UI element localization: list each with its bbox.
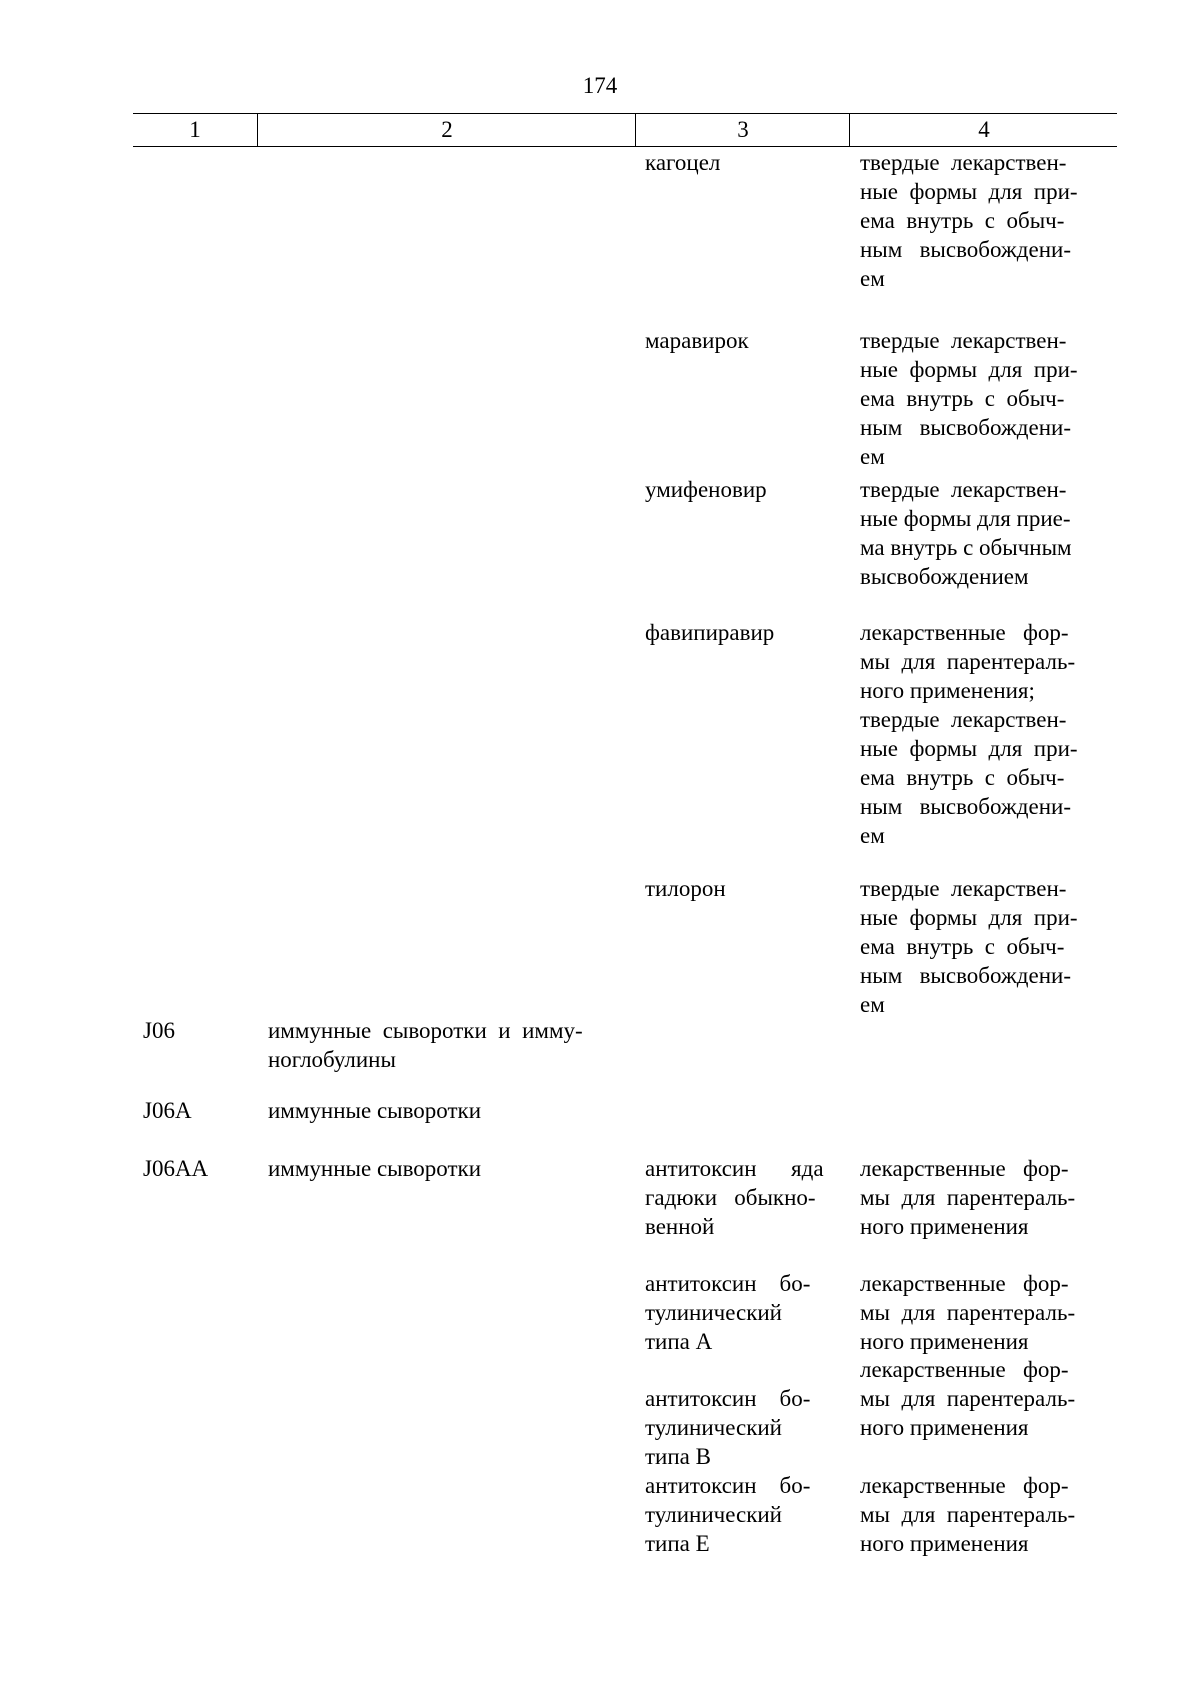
column-header-1: 1 (189, 117, 201, 142)
dosage-form-line: лекарственные фор- (860, 1473, 1069, 1498)
dosage-form-line: ным высвобождени- (860, 415, 1071, 440)
dosage-form (860, 475, 1072, 591)
dosage-form-line: мы для парентераль- (860, 649, 1076, 674)
dosage-form-line: ного применения (860, 1531, 1029, 1556)
dosage-form-line: ема внутрь с обыч- (860, 208, 1065, 233)
dosage-form-line: ным высвобождени- (860, 237, 1071, 262)
drug-name-line: типа А (645, 1329, 713, 1354)
drug-name-line: гадюки обыкно- (645, 1185, 816, 1210)
dosage-form (860, 148, 1078, 293)
drug-name: кагоцел (645, 150, 721, 175)
dosage-form (860, 1355, 1075, 1442)
drug-name (645, 1471, 810, 1558)
dosage-form-line: высвобождением (860, 564, 1029, 589)
dosage-form-line: ем (860, 823, 885, 848)
dosage-form (860, 1269, 1075, 1356)
dosage-form-line: ема внутрь с обыч- (860, 934, 1065, 959)
dosage-form-line: лекарственные фор- (860, 620, 1069, 645)
dosage-form-line: ма внутрь с обычным (860, 535, 1072, 560)
dosage-form-line: ным высвобождени- (860, 963, 1071, 988)
dosage-form-line: ные формы для при- (860, 179, 1078, 204)
drug-name (645, 1269, 810, 1356)
column-header-2: 2 (257, 114, 636, 146)
dosage-form-line: ного применения; (860, 678, 1035, 703)
dosage-form-line: ного применения (860, 1415, 1029, 1440)
drug-name-line: антитоксин яда (645, 1156, 824, 1181)
dosage-form-line: ного применения (860, 1329, 1029, 1354)
drug-name-line: антитоксин бо- (645, 1271, 811, 1296)
drug-name-line: антитоксин бо- (645, 1386, 811, 1411)
drug-name (645, 1384, 810, 1471)
drug-name: фавипиравир (645, 620, 775, 645)
dosage-form (860, 618, 1078, 850)
dosage-form-line: мы для парентераль- (860, 1185, 1076, 1210)
dosage-form-line: ные формы для при- (860, 357, 1078, 382)
dosage-form-line: мы для парентераль- (860, 1300, 1076, 1325)
atc-description: иммунные сыворотки (268, 1098, 482, 1123)
drug-name-line: тулинический (645, 1502, 782, 1527)
atc-code: J06A (143, 1098, 192, 1123)
dosage-form (860, 1471, 1075, 1558)
drug-name: маравирок (645, 328, 749, 353)
dosage-form-line: мы для парентераль- (860, 1386, 1076, 1411)
atc-description: иммунные сыворотки (268, 1156, 482, 1181)
drug-name-line: тулинический (645, 1415, 782, 1440)
dosage-form-line: ные формы для при- (860, 905, 1078, 930)
column-header-3: 3 (635, 114, 850, 146)
atc-description-line: ноглобулины (268, 1047, 396, 1072)
dosage-form-line: лекарственные фор- (860, 1156, 1069, 1181)
drug-name-line: типа В (645, 1444, 711, 1469)
dosage-form-line: ем (860, 266, 885, 291)
dosage-form-line: твердые лекарствен- (860, 328, 1067, 353)
drug-name (645, 1154, 824, 1241)
dosage-form-line: ема внутрь с обыч- (860, 386, 1065, 411)
page-number: 174 (582, 73, 618, 98)
dosage-form (860, 326, 1078, 471)
dosage-form-line: ема внутрь с обыч- (860, 765, 1065, 790)
atc-code: J06 (143, 1018, 175, 1043)
dosage-form-line: ем (860, 444, 885, 469)
dosage-form-line: ные формы для прие- (860, 506, 1071, 531)
dosage-form-line: лекарственные фор- (860, 1271, 1069, 1296)
drug-name: умифеновир (645, 477, 767, 502)
atc-code: J06AA (143, 1156, 209, 1181)
atc-description-line: иммунные сыворотки и имму- (268, 1018, 583, 1043)
drug-name-line: тулинический (645, 1300, 782, 1325)
table-header (133, 113, 1117, 147)
dosage-form-line: ем (860, 992, 885, 1017)
atc-description (268, 1016, 583, 1074)
drug-name-line: типа Е (645, 1531, 710, 1556)
dosage-form-line: ного применения (860, 1214, 1029, 1239)
dosage-form-line: твердые лекарствен- (860, 876, 1067, 901)
dosage-form-line: лекарственные фор- (860, 1357, 1069, 1382)
dosage-form (860, 874, 1078, 1019)
dosage-form-line: ным высвобождени- (860, 794, 1071, 819)
column-header-4: 4 (849, 114, 1118, 146)
dosage-form-line: твердые лекарствен- (860, 150, 1067, 175)
dosage-form-line: твердые лекарствен- (860, 707, 1067, 732)
dosage-form (860, 1154, 1075, 1241)
drug-name-line: антитоксин бо- (645, 1473, 811, 1498)
dosage-form-line: твердые лекарствен- (860, 477, 1067, 502)
drug-name: тилорон (645, 876, 726, 901)
dosage-form-line: ные формы для при- (860, 736, 1078, 761)
drug-name-line: венной (645, 1214, 715, 1239)
dosage-form-line: мы для парентераль- (860, 1502, 1076, 1527)
